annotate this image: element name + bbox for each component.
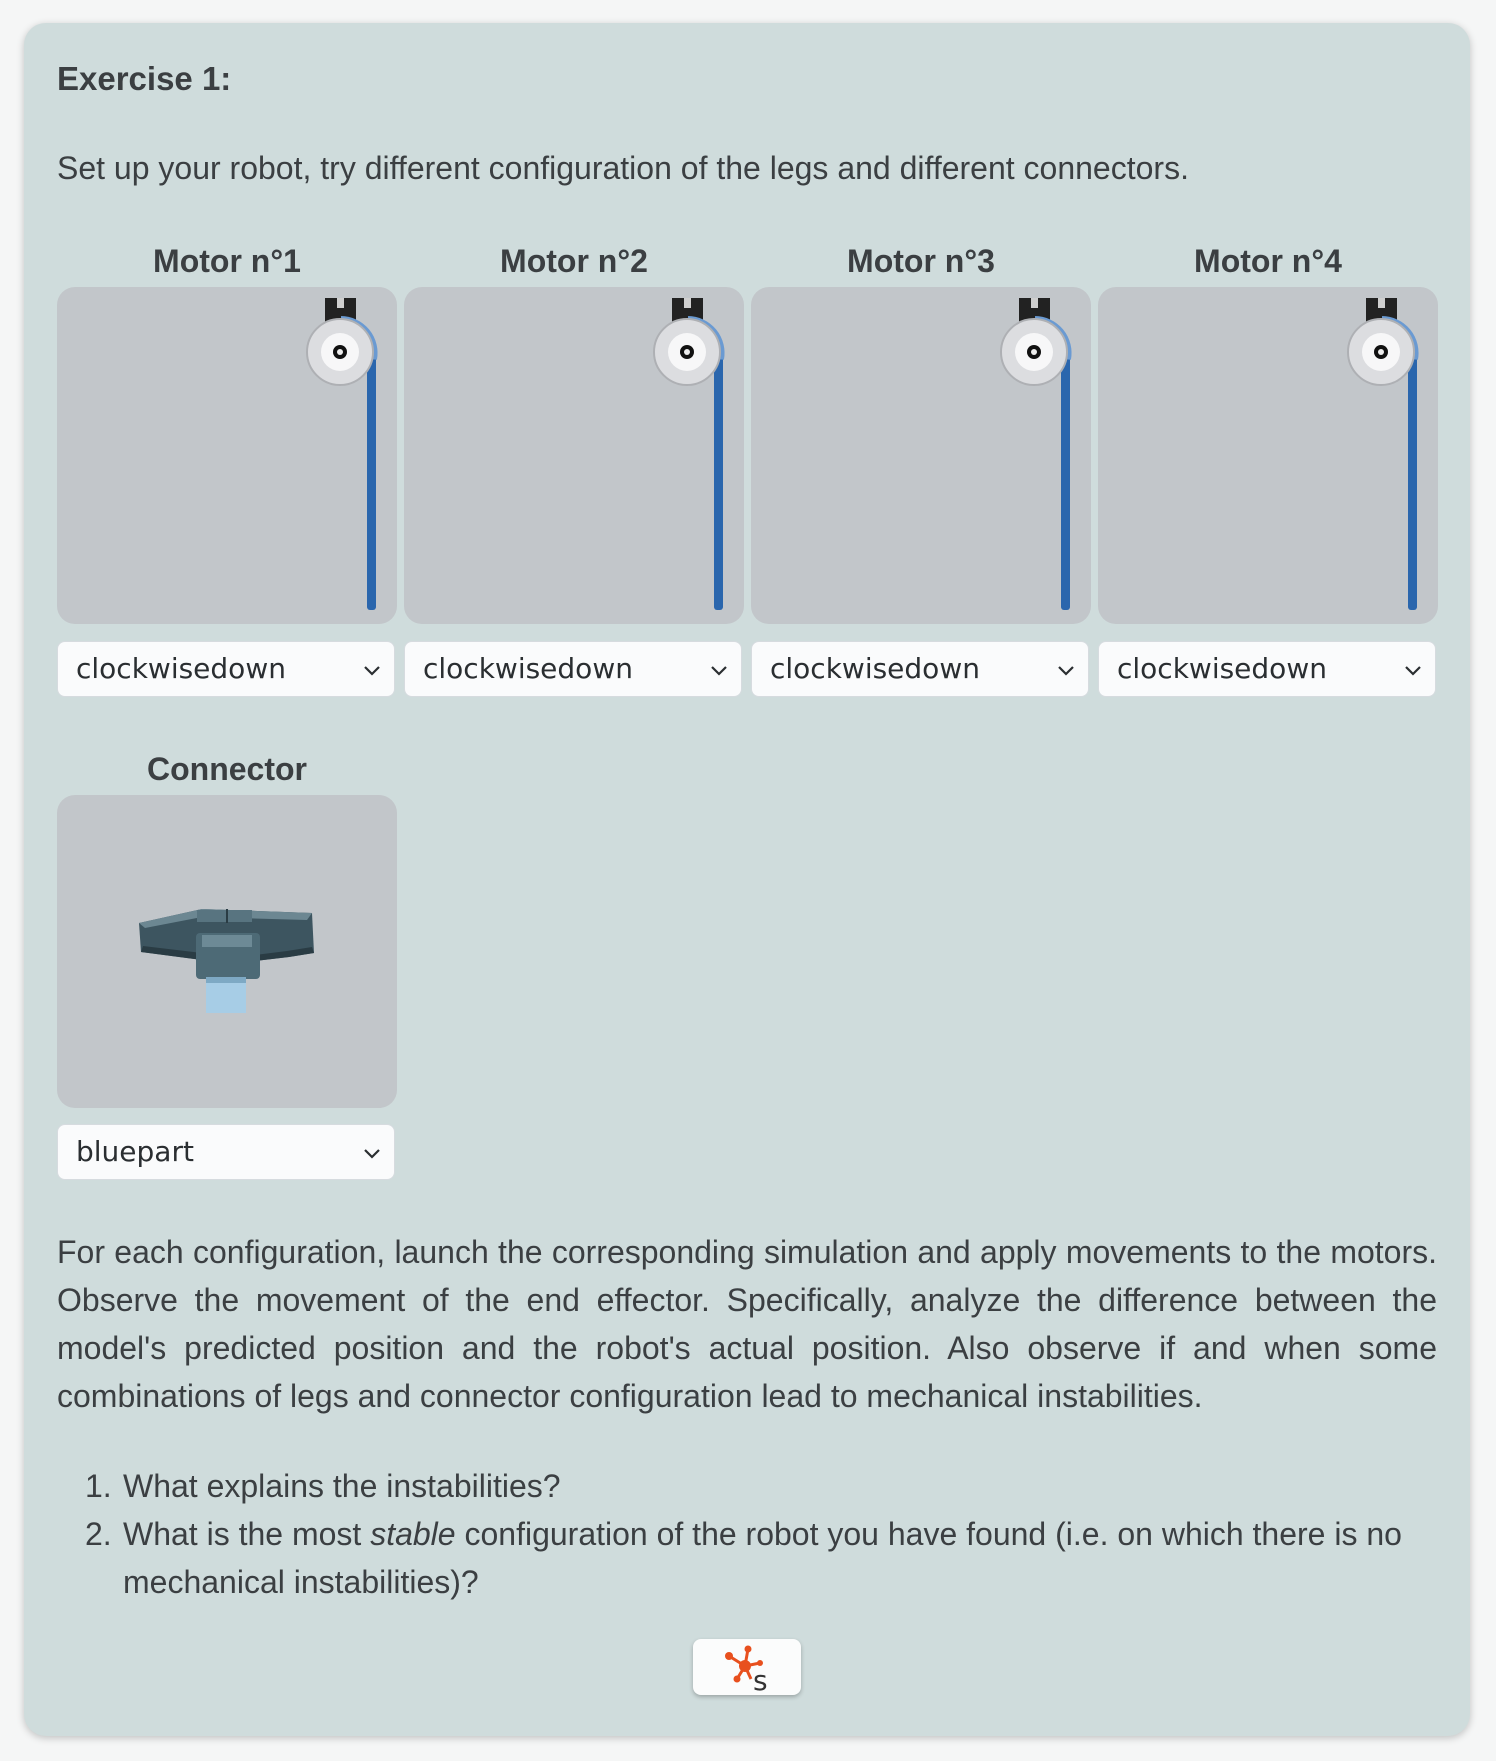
motor-label: Motor n°4 — [1194, 243, 1342, 279]
question-number: 2. — [85, 1516, 112, 1552]
connector-select[interactable] — [57, 1124, 395, 1180]
sofa-logo-icon — [693, 1639, 801, 1695]
motor-column-2 — [404, 241, 744, 624]
motor-3d-viewer[interactable] — [404, 287, 744, 624]
connector-part-render — [57, 795, 397, 1108]
motor-label: Motor n°3 — [847, 243, 995, 279]
question-item — [57, 1510, 1437, 1606]
motor-column-3 — [751, 241, 1091, 624]
launch-simulation-button[interactable] — [693, 1639, 801, 1695]
chevron-down-icon — [362, 1143, 382, 1163]
question-text-end: configuration of the robot you have found (i.e. on which there is no mechanical instabilities)? — [123, 1516, 1402, 1600]
motor-2-select-value: clockwisedown — [423, 652, 633, 685]
questions-list — [57, 1462, 1437, 1606]
motor-4-select-value: clockwisedown — [1117, 652, 1327, 685]
motor-3d-viewer[interactable] — [751, 287, 1091, 624]
motor-label: Motor n°1 — [153, 243, 301, 279]
chevron-down-icon — [1403, 660, 1423, 680]
connector-column — [57, 749, 397, 1108]
motor-4-select[interactable] — [1098, 641, 1436, 697]
svg-text:s: s — [753, 1664, 768, 1695]
motor-3-select-value: clockwisedown — [770, 652, 980, 685]
question-emphasis: stable — [370, 1516, 456, 1552]
motor-3d-viewer[interactable] — [1098, 287, 1438, 624]
question-number: 1. — [85, 1468, 112, 1504]
motor-3d-viewer[interactable] — [57, 287, 397, 624]
connector-label: Connector — [147, 751, 307, 787]
motor-1-select-value: clockwisedown — [76, 652, 286, 685]
motor-leg-render — [404, 287, 744, 624]
exercise-intro: Set up your robot, try different configuration of the legs and different connectors. — [57, 150, 1189, 186]
connector-3d-viewer[interactable] — [57, 795, 397, 1108]
chevron-down-icon — [709, 660, 729, 680]
chevron-down-icon — [1056, 660, 1076, 680]
question-text: What explains the instabilities? — [123, 1468, 561, 1504]
motor-leg-render — [57, 287, 397, 624]
chevron-down-icon — [362, 660, 382, 680]
motor-2-select[interactable] — [404, 641, 742, 697]
motor-label: Motor n°2 — [500, 243, 648, 279]
question-text-start: What is the most — [123, 1516, 371, 1552]
motor-column-4 — [1098, 241, 1438, 624]
instructions-paragraph: For each configuration, launch the corresponding simulation and apply movements to the motors. Observe the movement of the end effector. Specifically, analyze the difference between the model's predicted position and the robot's actual position. Also observe if and when some combinations of legs and connector configuration lead to mechanical instabilities. — [57, 1234, 1437, 1414]
connector-select-value: bluepart — [76, 1135, 194, 1168]
motor-column-1 — [57, 241, 397, 624]
question-item — [57, 1462, 1437, 1510]
motor-1-select[interactable] — [57, 641, 395, 697]
motor-3-select[interactable] — [751, 641, 1089, 697]
exercise-title: Exercise 1: — [57, 60, 232, 97]
motor-leg-render — [751, 287, 1091, 624]
motor-leg-render — [1098, 287, 1438, 624]
